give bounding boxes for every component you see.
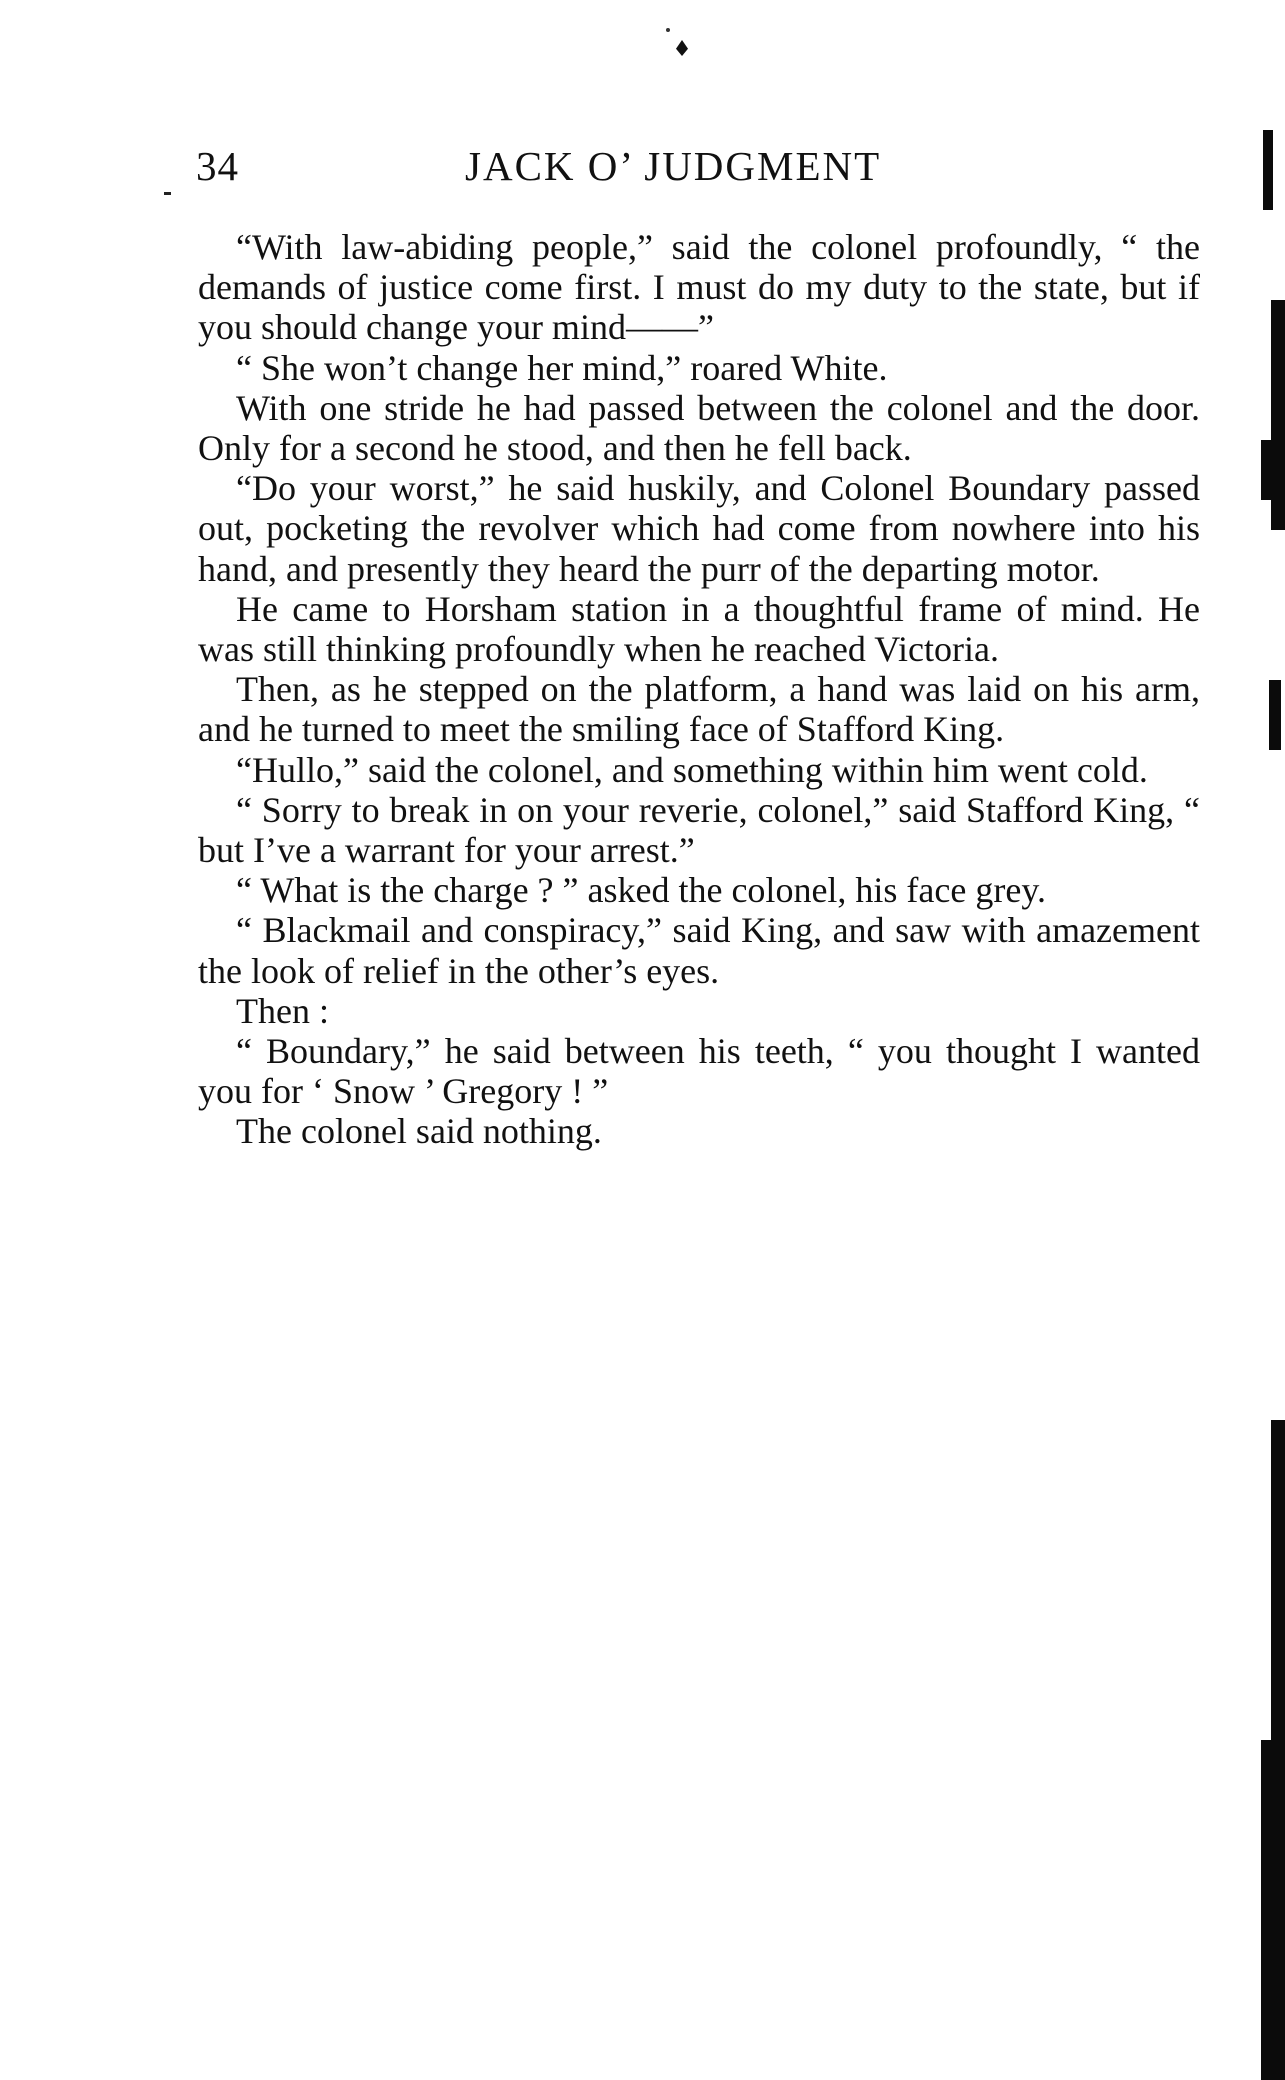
paragraph: “ Boundary,” he said between his teeth, “ you thought I wanted you for ‘ Snow ’ Gregory ! ” xyxy=(198,1031,1200,1112)
margin-dash-mark xyxy=(164,192,171,195)
paragraph: “ What is the charge ? ” asked the colonel, his face grey. xyxy=(236,870,1046,911)
printer-ornament-mark xyxy=(676,40,688,56)
paragraph: “ Sorry to break in on your reverie, colonel,” said Stafford King, “ but I’ve a warrant for your arrest.” xyxy=(198,789,1200,871)
paragraph: “ She won’t change her mind,” roared White. xyxy=(236,347,888,388)
paragraph: “Hullo,” said the colonel, and something within him went cold. xyxy=(236,749,1148,790)
paragraph: “ Blackmail and conspiracy,” said King, and saw with amazement the look of relief in the other’s eyes. xyxy=(198,910,1200,991)
paragraph: He came to Horsham station in a thoughtful frame of mind. He was still thinking profoundly when he reached Victoria. xyxy=(198,588,1200,670)
print-speck xyxy=(666,28,670,32)
page-number: 34 xyxy=(196,143,239,189)
paragraph: Then : xyxy=(236,990,329,1031)
paragraph: “With law-abiding people,” said the colonel profoundly, “ the demands of justice come first. I must do my duty to the state, but if you should change your mind——” xyxy=(198,227,1200,348)
paragraph: The colonel said nothing. xyxy=(236,1111,602,1152)
scanned-spine-edge xyxy=(1253,0,1285,2080)
running-head-title: JACK O’ JUDGMENT xyxy=(465,143,882,189)
paragraph: “Do your worst,” he said huskily, and Colonel Boundary passed out, pocketing the revolver which had come from nowhere into his hand, and presently they heard the purr of the departing motor. xyxy=(198,468,1200,589)
paragraph: With one stride he had passed between the colonel and the door. Only for a second he stood, and then he fell back. xyxy=(198,387,1200,469)
paragraph: Then, as he stepped on the platform, a hand was laid on his arm, and he turned to meet the smiling face of Stafford King. xyxy=(198,669,1200,750)
body-text xyxy=(198,227,1200,1152)
